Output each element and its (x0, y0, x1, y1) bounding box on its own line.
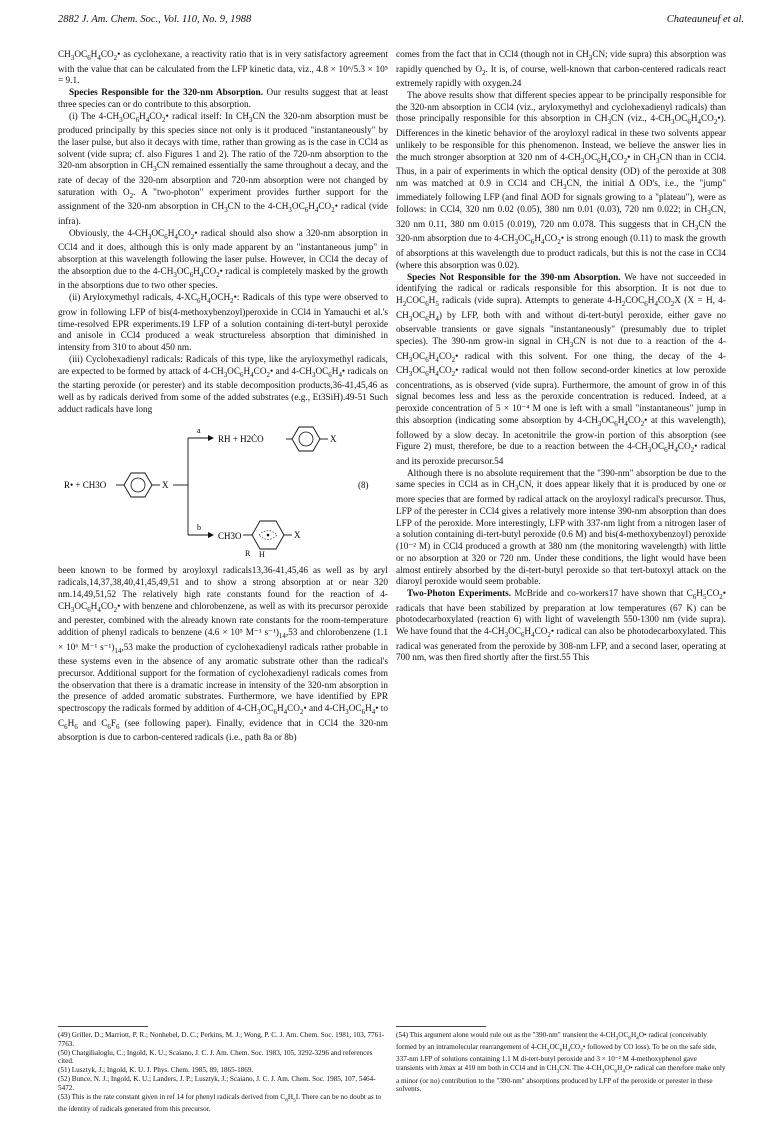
left-column (58, 50, 388, 745)
left-paragraph: (ii) Aryloxymethyl radicals, $4-XC_6H_4OCH_2•$: Radicals of this type were observed to grow in following LFP of bis(4-methoxybenzoyl)peroxide in CCl4 in Yamauchi et al.'s time-resolved EPR experiments.19 LFP of a solution containing di-tert-butyl peroxide and anisole in CCl4 produced a weak structureless absorption that diminished in intensity from 310 to about 450 nm. (58, 293, 388, 353)
product-b-label: CH3O (218, 531, 242, 542)
left-paragraph: Species Responsible for the 320-nm Absorption. Our results suggest that at least three species can or do contribute to this absorption. (58, 88, 388, 110)
right-paragraph: comes from the fact that in CCl4 (though not in $CH_3CN$; vide supra) this absorption was rapidly quenched by $O_2$. It is, of course, well-known that carbon-centered radicals react extremely rapidly with oxygen.24 (396, 50, 727, 90)
product-b-x: X (294, 530, 301, 541)
left-paragraph: $CH_3OC_6H_4CO_2•$ as cyclohexane, a reactivity ratio that is in very satisfactory agreement with the value that can be calculated from the LFP kinetic data, viz., 4.8 × 10⁶/5.3 × 10⁵ = 9.1. (58, 50, 388, 87)
benzene-ring-product-a (292, 427, 320, 451)
footnote-rule (396, 1026, 486, 1027)
right-column (396, 50, 726, 665)
footnote: (51) Lusztyk, J.; Ingold, K. U. J. Phys. Chem. 1985, 89, 1865-1869. (58, 1066, 254, 1075)
reaction-scheme-8 (58, 420, 388, 560)
authors-running-head: Chateauneuf et al. (666, 14, 744, 25)
product-b-h: H (259, 550, 265, 560)
left-paragraph: been known to be formed by aroyloxyl radicals13,36-41,45,46 as well as by aryl radicals,14,37,38,40,41,45,49,51 and to show a strong absorption at or near 320 nm.14,49,51,52 The relatively high rate constants found for the reaction of $4-CH_3OC_6H_4CO_2•$ with benzene and chlorobenzene, as well as with its precursor peroxide and perester, combined with the already known rate constants for the room-temperature addition of phenyl radicals to benzene (4.6 × 10⁵ M⁻¹ $s^{-1})_{14},53$ and chlorobenzene (1.1 × 10⁶ M⁻¹ $s^{-1})_{14},53$ make the production of cyclohexadienyl radicals rather probable in these systems even in the absence of any aromatic substrate other than the radical's precursor. Additional support for the formation of cyclohexadienyl radicals comes from the observation that there is a dramatic increase in intensity of the 320-nm absorption in the presence of added aromatic substrates. Furthermore, we have identified by EPR spectroscopy the radicals formed by addition of $4-CH_3OC_6H_4CO_2•$ and $4-CH_3OC_6H_4•$ to $C_6H_6$ and $C_6F_6$ (see following paper). Finally, evidence that in CCl4 the 320-nm absorption is due to carbon-centered radicals (i.e., path 8a or 8b) (58, 566, 388, 744)
footnote: (50) Chatgilialoglu, C.; Ingold, K. U.; Scaiano, J. C. J. Am. Chem. Soc. 1983, 105, 3292-3296 and references cited. (58, 1048, 373, 1066)
product-a-label: RH + H2ĊO (218, 434, 264, 445)
benzene-ring-reactant (124, 473, 152, 497)
right-paragraph: Although there is no absolute requirement that the "390-nm" absorption be due to the same species in CCl4 as in $CH_3CN$, it does appear likely that it is produced by one or more species that are formed by radical attack on the aroyloxyl radical's precursor. Thus, LFP of the perester in CCl4 gives a relatively more intense 390-nm absorption than does LFP of the peroxide. More interestingly, LFP with 337-nm light from a nitrogen laser of a solution containing di-tert-butyl peroxide (0.6 M) and bis(4-methoxybenzoyl) peroxide (10⁻² M) in CCl4 produced a growth at 380 nm (the monitoring wavelength) with little or no absorption at 320 or 720 nm. Under these conditions, the light would have been almost entirely absorbed by the di-tert-butyl peroxide so that tert-butoxyl attack on the diaroyl peroxide would seem probable. (396, 468, 726, 588)
page-header (58, 14, 744, 30)
footnotes-right (396, 1016, 726, 1094)
footnote: (53) This is the rate constant given in ref 14 for phenyl radicals derived from $C_6H_5I$. There can be no doubt as to the identity of radicals generated from this precursor. (58, 1092, 382, 1113)
footnote: (52) Bunce, N. J.; Ingold, K. U.; Landers, J. P.; Lusztyk, J.; Scaiano, J. C. J. Am. Chem. Soc. 1985, 107, 5464-5472. (58, 1074, 376, 1092)
section-heading: Species Responsible for the 320-nm Absorption. (69, 88, 264, 99)
right-paragraph: Two-Photon Experiments. McBride and co-workers17 have shown that $C_6H_5CO_2•$ radicals that have been stabilized by preparation at low temperatures (67 K) can be photodecarboxylated (reaction 6) with light of wavelength 550-1300 nm (vide supra). We have found that the $4-CH_3OC_6H_4CO_2•$ radical can also be photodecarboxylated. This radical was generated from the peroxide by 308-nm LFP, and a second laser, operating at 700 nm, was then fired shortly after the first.55 This (396, 589, 727, 664)
path-b-label: b (197, 523, 201, 533)
path-a-label: a (197, 426, 201, 436)
footnote-rule (58, 1026, 148, 1027)
section-heading: Two-Photon Experiments. (407, 589, 512, 599)
section-heading: Species Not Responsible for the 390-nm Absorption. (407, 272, 621, 283)
footnote: (54) This argument alone would rule out as the "390-nm" transient the $4-CH_3OC_6H_4O•$ radical (conceivably formed by an intramolecular rearrangement of $4-CH_3OC_6H_4CO_2•$ followed by CO loss). To be on the safe side, 337-nm LFP of solutions containing 1.1 M di-tert-butyl peroxide and 3 × 10⁻² M 4-methoxyphenol gave transients with λmax at 410 nm both in CCl4 and in $CH_3CN$. The $4-CH_3OC_6H_4O•$ radical can therefore make only a minor (or no) contribution to the "390-nm" absorptions produced by LFP of the peroxide or perester in these solvents. (396, 1031, 726, 1094)
footnotes-left (58, 1016, 388, 1114)
reactant-x: X (162, 480, 169, 491)
left-paragraph: Obviously, the $4-CH_3OC_6H_4CO_2•$ radical should also show a 320-nm absorption in CCl4 and it does, although this is only made apparent by an "instantaneous jump" in absorption at this wavelength following the laser pulse. However, in CCl4 the decay of the absorption due to the $4-CH_3OC_6H_4CO_2•$ radical is completely masked by the growth in the absorptions due to two other species. (58, 228, 388, 292)
journal-citation: 2882 J. Am. Chem. Soc., Vol. 110, No. 9, 1988 (58, 14, 252, 25)
left-paragraph: (i) The $4-CH_3OC_6H_4CO_2•$ radical itself: In $CH_3CN$ the 320-nm absorption must be produced principally by this species since not only is it produced "instantaneously" by the laser pulse, but also it decays with time, rather than growing as is the case in CCl4 as solvent (vide supra; cf. also Figures 1 and 2). The ratio of the 720-nm absorption to the 320-nm absorption in $CH_3CN$ remained essentially the same throughout a decay, and the rate of decay of the 320-nm absorption and 720-nm absorption were not changed by saturation with $O_2$. A "two-photon" experiment provides further support for the assignment of the 320-nm absorption in $CH_3CN$ to the $4-CH_3OC_6H_4CO_2•$ radical (vide infra). (58, 111, 389, 227)
right-paragraph: Species Not Responsible for the 390-nm Absorption. We have not succeeded in identifying the radical or radicals responsible for this absorption. It is not due to $H_2COC_6H_5$ radicals (vide supra). Attempts to generate $4-H_2COC_6H_4CO_2X$ (X = H, $4-CH_3OC_6H_4$) by LFP, both with and without di-tert-butyl peroxide, either gave no observable transients or gave signals "instantaneously" (presumably due to triplet species). The 390-nm grow-in signal in $CH_3CN$ is not due to a reaction of the $4-CH_3OC_6H_4CO_2•$ radical with this solvent. For one thing, the decay of the $4-CH_3OC_6H_4CO_2•$ radical would not then follow second-order kinetics at low peroxide concentrations, as is observed (vide supra). Furthermore, the amount of grow in of this signal becomes less and less as the peroxide concentration is reduced. Indeed, at a peroxide concentration of 5 × 10⁻⁴ M one is left with a small "instantaneous" jump in this absorption (indicating some absorption by $4-CH_3OC_6H_4CO_2•$ at this wavelength), followed by a slow decay. In acetonitrile the grow-in portion of this absorption (see Figure 2) must, therefore, be due to a reaction between the $4-CH_3OC_6H_4CO_2•$ radical and its peroxide precursor.54 (396, 272, 726, 467)
product-a-x: X (330, 434, 337, 445)
right-paragraph: The above results show that different species appear to be principally responsible for the 320-nm absorption in CCl4 (viz., aryloxymethyl and cyclohexadienyl radicals) than those principally responsible for this absorption in $CH_3CN$ (viz., $4-CH_3OC_6H_4CO_2•$). Differences in the kinetic behavior of the aroyloxyl radical in these two solvents appear unlikely to be responsible for this phenomenon. Instead, we believe the answer lies in the much stronger absorption at 320 nm of $4-CH_3OC_6H_4CO_2•$ in $CH_3CN$ than in CCl4. Thus, in a pair of experiments in which the optical density (OD) of the peroxide at 308 nm was matched at 0.9 in CCl4 and $CH_3CN$, the initial Δ OD's, i.e., the "jump" immediately following LFP (and final ΔOD for signals growing to a "plateau"), were as follows: in CCl4, 320 nm 0.02 (0.05), 380 nm 0.01 (0.03), 720 nm 0.022; in $CH_3CN$, 320 nm 0.11, 380 nm 0.015 (0.019), 720 nm 0.078. This suggests that in $CH_3CN$ the 320-nm absorption due to $4-CH_3OC_6H_4CO_2•$ is strong enough (0.11) to mask the growth of absorptions at this wavelength due to product radicals, but this is not the case in CCl4 (where this absorption was 0.02). (396, 90, 727, 271)
footnote: (49) Griller, D.; Marriott, P. R.; Nonhebel, D. C.; Perkins, M. J.; Wong, P. C. J. Am. Chem. Soc. 1981, 103, 7761-7763. (58, 1031, 385, 1048)
product-b-r: R (245, 549, 251, 559)
left-paragraph: (iii) Cyclohexadienyl radicals: Radicals of this type, like the aryloxymethyl radicals, are expected to be formed by attack of $4-CH_3OC_6H_4CO_2•$ and $4-CH_3OC_6H_4•$ radicals on the starting peroxide (or perester) and its stable decomposition products,36-41,45,46 as well as by radicals derived from some of the added substrates (e.g., Et3SiH).49-51 Such adduct radicals have long (58, 354, 388, 415)
reactant-label: R• + CH3O (64, 480, 107, 491)
equation-number: (8) (358, 480, 369, 491)
